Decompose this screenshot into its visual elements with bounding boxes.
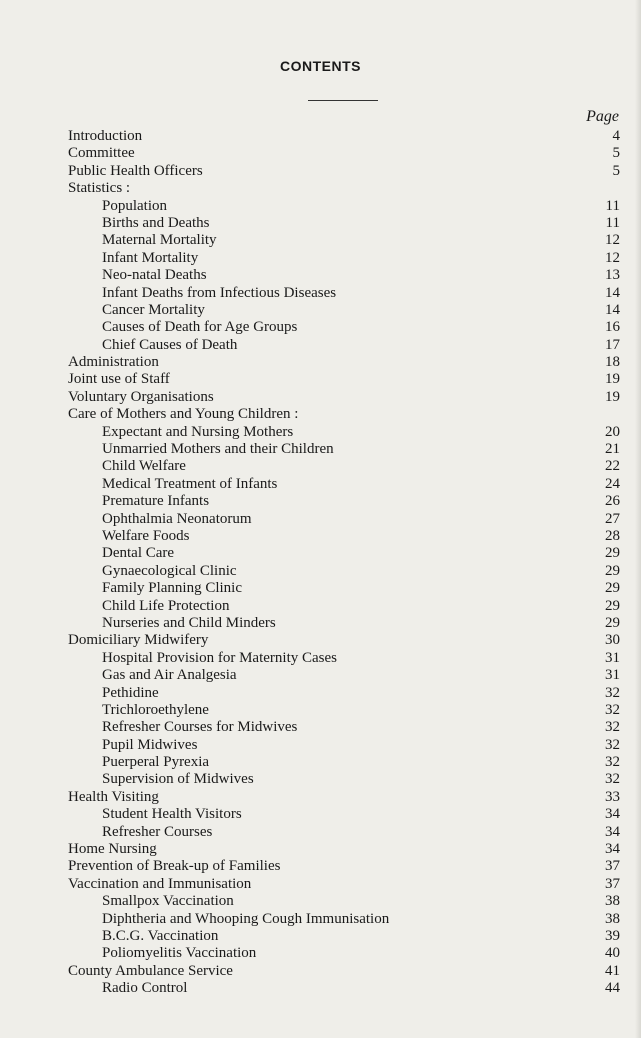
toc-entry <box>68 632 620 649</box>
toc-entry-page-number: 27 <box>605 510 620 527</box>
toc-entry-label: Medical Treatment of Infants <box>102 475 278 492</box>
toc-entry-label: Public Health Officers <box>68 162 203 179</box>
toc-entry <box>68 980 620 997</box>
toc-entry <box>68 232 620 249</box>
toc-entry-label: Home Nursing <box>68 841 157 858</box>
toc-entry-label: Committee <box>68 145 135 162</box>
toc-entry <box>68 685 620 702</box>
toc-entry-label: Child Welfare <box>102 458 186 475</box>
table-of-contents <box>68 128 620 998</box>
toc-entry-label: Puerperal Pyrexia <box>102 754 210 771</box>
toc-entry <box>68 876 620 893</box>
toc-entry <box>68 858 620 875</box>
toc-entry <box>68 250 620 267</box>
toc-entry-label: Expectant and Nursing Mothers <box>102 423 294 440</box>
toc-entry-page-number: 14 <box>605 301 620 318</box>
toc-entry <box>68 476 620 493</box>
page-column-heading: Page <box>586 108 619 125</box>
toc-entry-page-number: 33 <box>605 788 620 805</box>
toc-entry-page-number: 44 <box>605 980 620 997</box>
toc-entry <box>68 563 620 580</box>
toc-entry-page-number: 5 <box>612 145 620 162</box>
toc-entry-label: Domiciliary Midwifery <box>68 632 209 649</box>
toc-entry-page-number: 18 <box>605 354 620 371</box>
toc-entry-label: Health Visiting <box>68 788 159 805</box>
toc-entry <box>68 737 620 754</box>
toc-entry-label: Student Health Visitors <box>102 806 242 823</box>
toc-entry-label: Dental Care <box>102 545 175 562</box>
toc-entry <box>68 267 620 284</box>
toc-entry <box>68 719 620 736</box>
toc-entry <box>68 841 620 858</box>
toc-entry <box>68 598 620 615</box>
toc-entry <box>68 354 620 371</box>
toc-entry-page-number: 12 <box>605 249 620 266</box>
toc-entry-page-number: 32 <box>605 771 620 788</box>
toc-entry-page-number: 24 <box>605 475 620 492</box>
toc-entry-label: Joint use of Staff <box>68 371 170 388</box>
toc-entry-label: Population <box>102 197 168 214</box>
toc-entry-page-number: 4 <box>612 128 620 144</box>
toc-entry <box>68 406 620 423</box>
toc-entry <box>68 771 620 788</box>
toc-entry <box>68 424 620 441</box>
toc-entry-page-number: 38 <box>605 893 620 910</box>
toc-entry <box>68 806 620 823</box>
toc-entry-page-number: 31 <box>605 649 620 666</box>
toc-entry-label: Child Life Protection <box>102 597 230 614</box>
toc-entry <box>68 319 620 336</box>
toc-entry-label: Infant Deaths from Infectious Diseases <box>102 284 337 301</box>
toc-entry-page-number: 32 <box>605 736 620 753</box>
toc-entry <box>68 215 620 232</box>
toc-entry-label: Introduction <box>68 128 143 144</box>
toc-entry-page-number: 11 <box>605 214 620 231</box>
toc-entry-label: Nurseries and Child Minders <box>102 614 276 631</box>
toc-entry-page-number: 14 <box>605 284 620 301</box>
toc-entry-label: Unmarried Mothers and their Children <box>102 441 334 458</box>
toc-entry-page-number: 29 <box>605 614 620 631</box>
toc-entry-page-number: 13 <box>605 267 620 284</box>
toc-entry <box>68 285 620 302</box>
toc-entry-page-number: 21 <box>605 441 620 458</box>
toc-entry-label: Refresher Courses for Midwives <box>102 719 298 736</box>
page-edge-shadow <box>635 0 641 1038</box>
toc-entry-label: Births and Deaths <box>102 214 210 231</box>
toc-entry-page-number: 41 <box>605 962 620 979</box>
toc-entry-page-number: 28 <box>605 527 620 544</box>
toc-entry <box>68 198 620 215</box>
toc-entry <box>68 511 620 528</box>
toc-entry-label: Care of Mothers and Young Children : <box>68 406 299 423</box>
toc-entry-label: Hospital Provision for Maternity Cases <box>102 649 337 666</box>
toc-entry <box>68 963 620 980</box>
toc-entry-label: Causes of Death for Age Groups <box>102 319 298 336</box>
title-divider <box>308 100 378 101</box>
toc-entry <box>68 302 620 319</box>
toc-entry-label: Vaccination and Immunisation <box>68 875 252 892</box>
toc-entry-label: Neo-natal Deaths <box>102 267 207 284</box>
toc-entry-label: Welfare Foods <box>102 527 190 544</box>
toc-entry-label: Premature Infants <box>102 493 210 510</box>
toc-entry-page-number: 32 <box>605 684 620 701</box>
toc-entry-page-number: 19 <box>605 388 620 405</box>
toc-entry-label: County Ambulance Service <box>68 962 233 979</box>
toc-entry-label: Pethidine <box>102 684 159 701</box>
toc-entry <box>68 580 620 597</box>
toc-entry-page-number: 29 <box>605 545 620 562</box>
toc-entry-label: Refresher Courses <box>102 823 213 840</box>
toc-entry-page-number: 32 <box>605 701 620 718</box>
toc-entry <box>68 528 620 545</box>
toc-entry-page-number: 11 <box>605 197 620 214</box>
toc-entry-page-number: 32 <box>605 719 620 736</box>
toc-entry-page-number: 34 <box>605 823 620 840</box>
toc-entry-page-number: 26 <box>605 493 620 510</box>
toc-entry-label: B.C.G. Vaccination <box>102 927 219 944</box>
toc-entry-label: Gynaecological Clinic <box>102 562 237 579</box>
toc-entry-label: Trichloroethylene <box>102 701 209 718</box>
toc-entry <box>68 650 620 667</box>
toc-entry-label: Prevention of Break-up of Families <box>68 858 281 875</box>
toc-entry-label: Voluntary Organisations <box>68 388 214 405</box>
toc-entry-page-number: 16 <box>605 319 620 336</box>
toc-entry-label: Statistics : <box>68 180 131 197</box>
toc-entry <box>68 911 620 928</box>
toc-entry-page-number: 19 <box>605 371 620 388</box>
toc-entry <box>68 667 620 684</box>
toc-entry-label: Supervision of Midwives <box>102 771 254 788</box>
toc-entry <box>68 128 620 145</box>
toc-entry-page-number: 20 <box>605 423 620 440</box>
toc-entry-label: Gas and Air Analgesia <box>102 667 237 684</box>
toc-entry-page-number: 38 <box>605 910 620 927</box>
toc-entry-page-number: 40 <box>605 945 620 962</box>
toc-entry <box>68 754 620 771</box>
toc-entry <box>68 893 620 910</box>
toc-entry <box>68 945 620 962</box>
toc-entry-page-number: 31 <box>605 667 620 684</box>
toc-entry <box>68 389 620 406</box>
toc-entry <box>68 145 620 162</box>
toc-entry <box>68 789 620 806</box>
toc-entry-page-number: 39 <box>605 927 620 944</box>
toc-entry-page-number: 29 <box>605 580 620 597</box>
toc-entry <box>68 545 620 562</box>
toc-entry-label: Radio Control <box>102 980 188 997</box>
toc-entry-page-number: 34 <box>605 806 620 823</box>
toc-entry <box>68 180 620 197</box>
toc-entry <box>68 371 620 388</box>
toc-entry-page-number: 30 <box>605 632 620 649</box>
toc-entry <box>68 163 620 180</box>
toc-entry-label: Maternal Mortality <box>102 232 217 249</box>
toc-entry-page-number: 37 <box>605 875 620 892</box>
toc-entry <box>68 615 620 632</box>
toc-entry-label: Pupil Midwives <box>102 736 198 753</box>
toc-entry <box>68 493 620 510</box>
toc-entry-page-number: 12 <box>605 232 620 249</box>
toc-entry-label: Infant Mortality <box>102 249 199 266</box>
toc-entry <box>68 824 620 841</box>
toc-entry <box>68 928 620 945</box>
toc-entry-label: Family Planning Clinic <box>102 580 243 597</box>
toc-entry-label: Poliomyelitis Vaccination <box>102 945 257 962</box>
toc-entry-label: Chief Causes of Death <box>102 336 238 353</box>
toc-entry-label: Cancer Mortality <box>102 301 205 318</box>
toc-entry-page-number: 17 <box>605 336 620 353</box>
toc-entry-page-number: 32 <box>605 754 620 771</box>
toc-entry-label: Diphtheria and Whooping Cough Immunisation <box>102 910 390 927</box>
toc-entry <box>68 458 620 475</box>
toc-entry-label: Smallpox Vaccination <box>102 893 234 910</box>
toc-entry-page-number: 29 <box>605 562 620 579</box>
toc-entry <box>68 702 620 719</box>
toc-entry <box>68 441 620 458</box>
toc-entry-page-number: 29 <box>605 597 620 614</box>
toc-entry <box>68 337 620 354</box>
toc-entry-page-number: 22 <box>605 458 620 475</box>
page-title: CONTENTS <box>280 58 361 74</box>
toc-entry-page-number: 5 <box>612 162 620 179</box>
toc-entry-label: Ophthalmia Neonatorum <box>102 510 252 527</box>
toc-entry-page-number: 34 <box>605 841 620 858</box>
toc-entry-label: Administration <box>68 354 159 371</box>
toc-entry-page-number: 37 <box>605 858 620 875</box>
